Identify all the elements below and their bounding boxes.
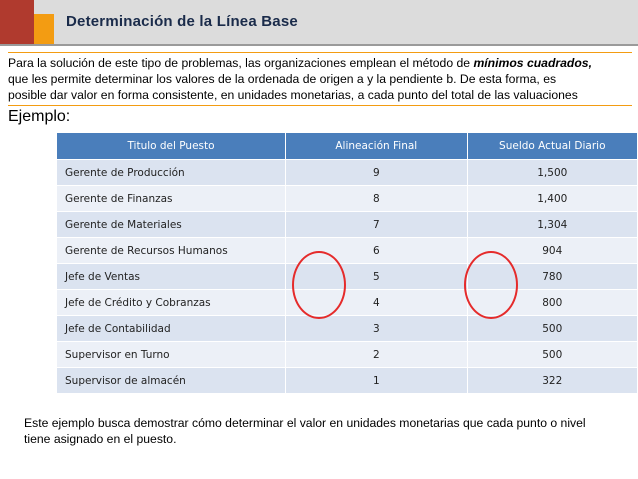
table-header-row <box>57 133 638 160</box>
table-row <box>57 186 638 212</box>
cell-job-title: Jefe de Ventas <box>57 264 286 290</box>
intro-line-3: posible dar valor en forma consistente, en unidades monetarias, a cada punto del total de las valuaciones <box>8 88 578 102</box>
table-row <box>57 316 638 342</box>
table-row <box>57 342 638 368</box>
job-valuation-table <box>57 133 638 393</box>
title-accent-square <box>34 14 54 44</box>
intro-emphasis: mínimos cuadrados, <box>473 56 592 70</box>
cell-job-title: Jefe de Crédito y Cobranzas <box>57 290 286 316</box>
cell-job-title: Gerente de Recursos Humanos <box>57 238 286 264</box>
footer-line-1: Este ejemplo busca demostrar cómo determinar el valor en unidades monetarias que cada punto o nivel <box>24 416 586 430</box>
cell-alignment: 1 <box>286 368 468 394</box>
cell-job-title: Supervisor de almacén <box>57 368 286 394</box>
footer-paragraph <box>24 415 624 447</box>
cell-salary: 500 <box>467 342 637 368</box>
cell-job-title: Jefe de Contabilidad <box>57 316 286 342</box>
cell-job-title: Gerente de Producción <box>57 160 286 186</box>
cell-alignment: 8 <box>286 186 468 212</box>
cell-alignment: 6 <box>286 238 468 264</box>
slide-title: Determinación de la Línea Base <box>66 13 298 30</box>
cell-salary: 800 <box>467 290 637 316</box>
table-row <box>57 212 638 238</box>
footer-line-2: tiene asignado en el puesto. <box>24 432 177 446</box>
title-accent-block <box>0 0 34 44</box>
table-row <box>57 368 638 394</box>
table-row <box>57 160 638 186</box>
table-row <box>57 290 638 316</box>
column-header-salary: Sueldo Actual Diario <box>467 133 637 160</box>
intro-line-2: que les permite determinar los valores de la ordenada de origen a y la pendiente b. De esta forma, es <box>8 72 557 86</box>
cell-alignment: 9 <box>286 160 468 186</box>
cell-job-title: Gerente de Finanzas <box>57 186 286 212</box>
cell-alignment: 4 <box>286 290 468 316</box>
column-header-alignment: Alineación Final <box>286 133 468 160</box>
table-row <box>57 264 638 290</box>
cell-salary: 1,400 <box>467 186 637 212</box>
cell-salary: 1,304 <box>467 212 637 238</box>
column-header-title: Titulo del Puesto <box>57 133 286 160</box>
cell-alignment: 3 <box>286 316 468 342</box>
cell-salary: 500 <box>467 316 637 342</box>
intro-line-1: Para la solución de este tipo de problemas, las organizaciones emplean el método de mínimos cuadrados, <box>8 56 592 70</box>
cell-salary: 780 <box>467 264 637 290</box>
title-bar <box>0 0 638 46</box>
cell-alignment: 5 <box>286 264 468 290</box>
cell-job-title: Supervisor en Turno <box>57 342 286 368</box>
intro-paragraph <box>8 52 632 106</box>
cell-salary: 904 <box>467 238 637 264</box>
cell-alignment: 7 <box>286 212 468 238</box>
cell-job-title: Gerente de Materiales <box>57 212 286 238</box>
cell-salary: 322 <box>467 368 637 394</box>
table-row <box>57 238 638 264</box>
cell-salary: 1,500 <box>467 160 637 186</box>
example-label: Ejemplo: <box>8 108 71 125</box>
cell-alignment: 2 <box>286 342 468 368</box>
